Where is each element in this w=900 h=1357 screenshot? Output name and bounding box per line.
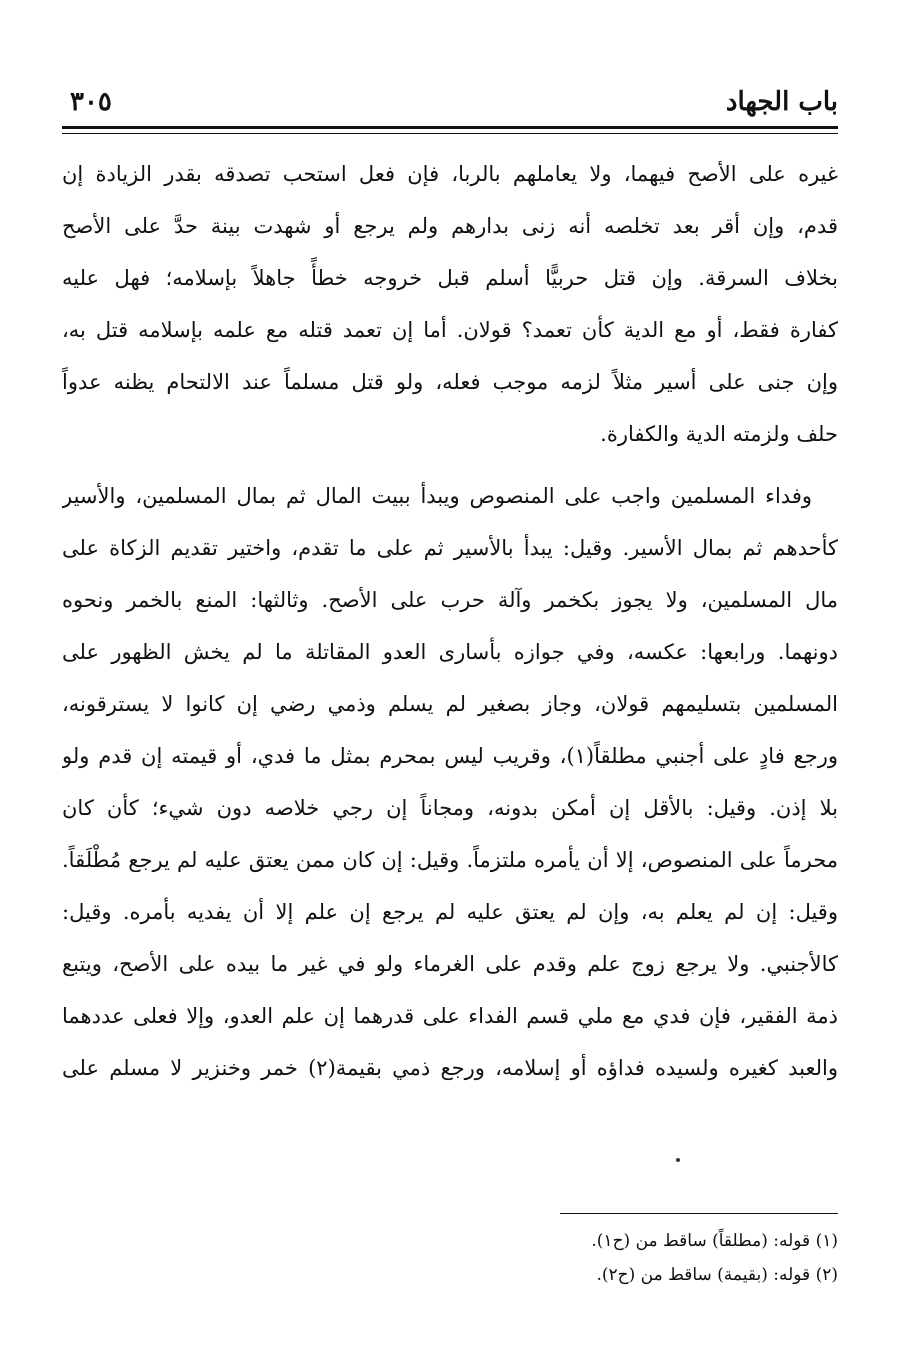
text-line: وإن جنى على أسير مثلاً لزمه موجب فعله، ولو قتل مسلماً عند الالتحام يظنه عدواً	[62, 370, 838, 394]
text-line: المسلمين بتسليمهم قولان، وجاز بصغير لم يسلم وذمي رضي إن كانوا لا يسترقونه،	[62, 692, 838, 716]
text-line: محرماً على المنصوص، إلا أن يأمره ملتزماً. وقيل: إن كان ممن يعتق عليه لم يرجع مُطْلَقاً.	[62, 848, 838, 872]
page-number: ٣٠٥	[70, 87, 112, 117]
page-header	[62, 82, 838, 122]
text-line: كأحدهم ثم بمال الأسير. وقيل: يبدأ بالأسير ثم على ما تقدم، واختير تقديم الزكاة على	[62, 536, 838, 560]
header-rule-thick	[62, 126, 838, 129]
text-line: كفارة فقط، أو مع الدية كأن تعمد؟ قولان. أما إن تعمد قتله مع علمه بإسلامه قتل به،	[62, 318, 838, 342]
stray-dot	[676, 1158, 680, 1162]
footnote-2: (٢) قوله: (بقيمة) ساقط من (ح٢).	[596, 1265, 838, 1285]
chapter-title: باب الجهاد	[725, 87, 838, 117]
text-line: ورجع فادٍ على أجنبي مطلقاً(١)، وقريب ليس بمحرم بمثل ما فدي، أو قيمته إن قدم ولو	[62, 744, 838, 768]
text-line: كالأجنبي. ولا يرجع زوج علم وقدم على الغرماء ولو في غير ما بيده على الأصح، ويتبع	[62, 952, 838, 976]
header-rule-thin	[62, 133, 838, 134]
footnotes	[62, 1224, 838, 1292]
text-line: قدم، وإن أقر بعد تخلصه أنه زنى بدارهم ولم يرجع أو شهدت بينة حدَّ على الأصح	[62, 214, 838, 238]
paragraph-gap	[62, 460, 838, 470]
text-line: بلا إذن. وقيل: بالأقل إن أمكن بدونه، ومجاناً إن رجي خلاصه دون شيء؛ كأن كان	[62, 796, 838, 820]
text-line: مال المسلمين، ولا يجوز بكخمر وآلة حرب على الأصح. وثالثها: المنع بالخمر ونحوه	[62, 588, 838, 612]
text-line: بخلاف السرقة. وإن قتل حربيًّا أسلم قبل خروجه خطأً جاهلاً بإسلامه؛ فهل عليه	[62, 266, 838, 290]
paragraph-2	[62, 470, 838, 1094]
text-line: ذمة الفقير، فإن فدي مع ملي قسم الفداء على قدرهما إن علم العدو، وإلا فعلى عددهما	[62, 1004, 838, 1028]
main-text	[62, 148, 838, 1094]
paragraph-1	[62, 148, 838, 460]
footnote-1: (١) قوله: (مطلقاً) ساقط من (ح١).	[591, 1231, 838, 1251]
text-line: حلف ولزمته الدية والكفارة.	[600, 422, 838, 446]
footnote-rule	[560, 1213, 838, 1214]
text-line: غيره على الأصح فيهما، ولا يعاملهم بالربا، فإن فعل استحب تصدقه بقدر الزيادة إن	[62, 162, 838, 186]
text-line: دونهما. ورابعها: عكسه، وفي جوازه بأسارى العدو المقاتلة ما لم يخش الظهور على	[62, 640, 838, 664]
text-line: وفداء المسلمين واجب على المنصوص ويبدأ ببيت المال ثم بمال المسلمين، والأسير	[62, 484, 812, 508]
text-line: والعبد كغيره ولسيده فداؤه أو إسلامه، ورجع ذمي بقيمة(٢) خمر وخنزير لا مسلم على	[62, 1056, 838, 1080]
text-line: وقيل: إن لم يعلم به، وإن لم يعتق عليه لم يرجع إن علم إلا أن يفديه بأمره. وقيل:	[62, 900, 838, 924]
